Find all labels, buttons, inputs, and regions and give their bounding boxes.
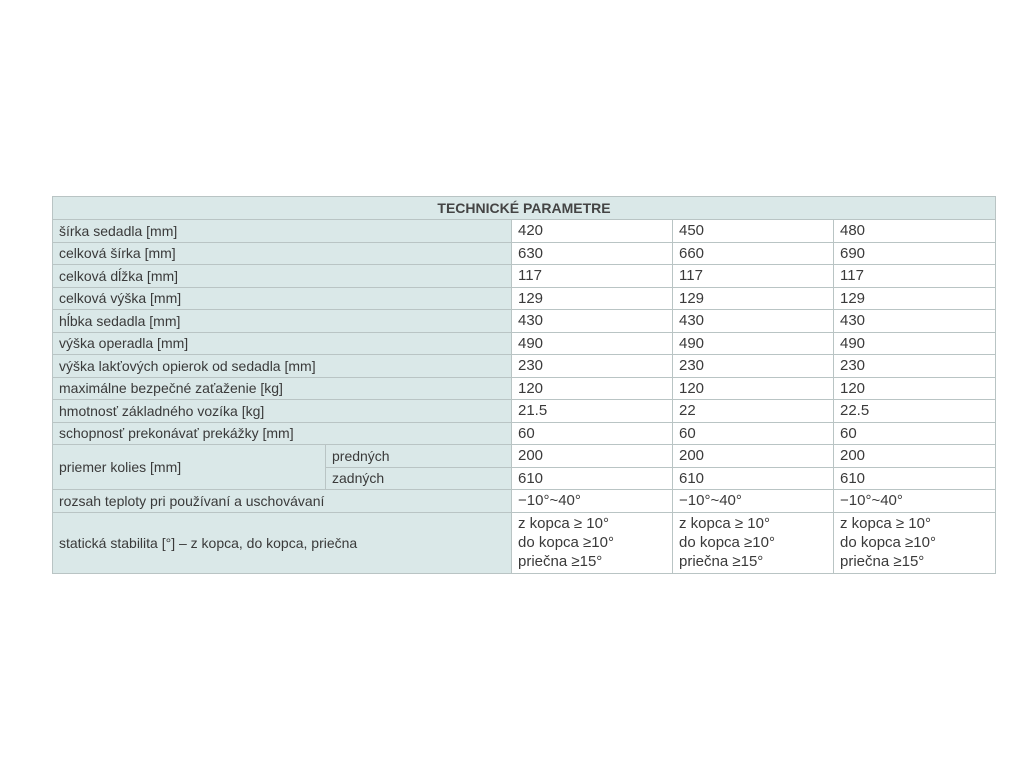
- row-value: 450: [673, 220, 834, 243]
- row-label: celková dĺžka [mm]: [53, 265, 512, 288]
- row-value: 230: [673, 355, 834, 378]
- row-value: 117: [673, 265, 834, 288]
- table-row-temperature: [53, 490, 996, 513]
- wheels-front-value: 200: [834, 445, 996, 468]
- row-value: 129: [834, 287, 996, 310]
- row-value: 690: [834, 242, 996, 265]
- technical-parameters-table: [52, 196, 996, 574]
- row-value: 660: [673, 242, 834, 265]
- row-value: 430: [673, 310, 834, 333]
- stability-uphill: do kopca ≥10°: [518, 534, 614, 551]
- table-title: TECHNICKÉ PARAMETRE: [53, 197, 996, 220]
- row-label: maximálne bezpečné zaťaženie [kg]: [53, 377, 512, 400]
- table-row: [53, 355, 996, 378]
- row-value: 22: [673, 400, 834, 423]
- row-value: 430: [834, 310, 996, 333]
- temperature-value: −10°~40°: [673, 490, 834, 513]
- row-value: 630: [512, 242, 673, 265]
- row-value: 490: [512, 332, 673, 355]
- stability-uphill: do kopca ≥10°: [679, 534, 775, 551]
- row-label: výška lakťových opierok od sedadla [mm]: [53, 355, 512, 378]
- row-label: schopnosť prekonávať prekážky [mm]: [53, 422, 512, 445]
- stability-lateral: priečna ≥15°: [840, 553, 925, 570]
- row-value: 490: [834, 332, 996, 355]
- row-value: 490: [673, 332, 834, 355]
- table-row: [53, 310, 996, 333]
- table-row: [53, 242, 996, 265]
- stability-lateral: priečna ≥15°: [679, 553, 764, 570]
- row-value: 430: [512, 310, 673, 333]
- row-value: 120: [512, 377, 673, 400]
- wheels-rear-label: zadných: [326, 467, 512, 490]
- table-row: [53, 220, 996, 243]
- temperature-label: rozsah teploty pri používaní a uschovávaní: [53, 490, 512, 513]
- row-label: šírka sedadla [mm]: [53, 220, 512, 243]
- table-row: [53, 400, 996, 423]
- wheels-front-label: predných: [326, 445, 512, 468]
- row-value: 129: [673, 287, 834, 310]
- table-row: [53, 422, 996, 445]
- row-value: 230: [512, 355, 673, 378]
- table-row: [53, 265, 996, 288]
- row-value: 230: [834, 355, 996, 378]
- wheels-front-value: 200: [512, 445, 673, 468]
- row-value: 117: [512, 265, 673, 288]
- stability-label: statická stabilita [°] – z kopca, do kopca, priečna: [53, 512, 512, 573]
- stability-lateral: priečna ≥15°: [518, 553, 603, 570]
- table-row: [53, 332, 996, 355]
- row-label: hĺbka sedadla [mm]: [53, 310, 512, 333]
- row-label: výška operadla [mm]: [53, 332, 512, 355]
- row-value: 480: [834, 220, 996, 243]
- stability-downhill: z kopca ≥ 10°: [679, 515, 770, 532]
- wheels-rear-value: 610: [834, 467, 996, 490]
- wheels-rear-value: 610: [673, 467, 834, 490]
- stability-uphill: do kopca ≥10°: [840, 534, 936, 551]
- table-row-wheels-front: [53, 445, 996, 468]
- stability-downhill: z kopca ≥ 10°: [518, 515, 609, 532]
- wheels-rear-value: 610: [512, 467, 673, 490]
- stability-value: [673, 512, 834, 573]
- row-value: 420: [512, 220, 673, 243]
- row-value: 129: [512, 287, 673, 310]
- row-label: hmotnosť základného vozíka [kg]: [53, 400, 512, 423]
- row-label: celková výška [mm]: [53, 287, 512, 310]
- row-value: 60: [673, 422, 834, 445]
- stability-value: [834, 512, 996, 573]
- table-row-stability: [53, 512, 996, 573]
- row-label: celková šírka [mm]: [53, 242, 512, 265]
- row-value: 120: [834, 377, 996, 400]
- temperature-value: −10°~40°: [834, 490, 996, 513]
- stability-value: [512, 512, 673, 573]
- row-value: 120: [673, 377, 834, 400]
- stability-downhill: z kopca ≥ 10°: [840, 515, 931, 532]
- table-title-row: [53, 197, 996, 220]
- row-value: 21.5: [512, 400, 673, 423]
- row-value: 22.5: [834, 400, 996, 423]
- temperature-value: −10°~40°: [512, 490, 673, 513]
- table-row: [53, 287, 996, 310]
- wheels-front-value: 200: [673, 445, 834, 468]
- row-value: 60: [512, 422, 673, 445]
- wheels-label: priemer kolies [mm]: [53, 445, 326, 490]
- row-value: 117: [834, 265, 996, 288]
- table-row: [53, 377, 996, 400]
- row-value: 60: [834, 422, 996, 445]
